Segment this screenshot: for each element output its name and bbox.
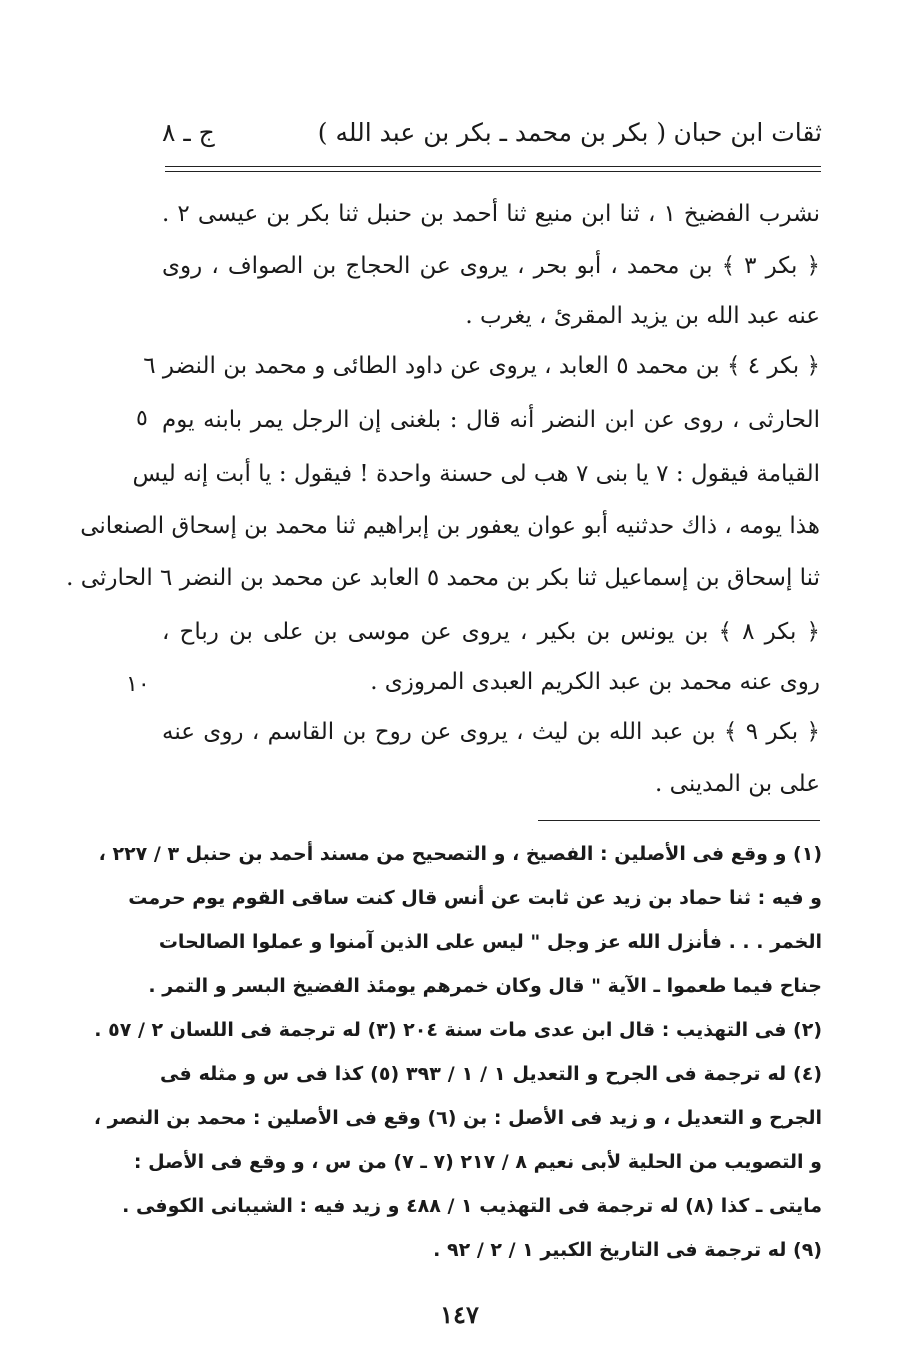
text-line: على بن المدينى . (655, 771, 820, 797)
text-line: ثنا إسحاق بن إسماعيل ثنا بكر بن محمد ٥ العابد عن محمد بن النضر ٦ الحارثى . (66, 565, 820, 591)
text-line: ﴿ بكر ٨ ﴾ بن يونس بن بكير ، يروى عن موسى بن على بن رباح ، (162, 619, 820, 645)
running-header (162, 108, 822, 158)
footnote-line: جناح فيما طعموا ـ الآية " قال وكان خمرهم يومئذ الفضيخ البسر و التمر . (148, 975, 822, 997)
footnote-line: مايتى ـ كذا (٨) له ترجمة فى التهذيب ١ / ٤٨٨ و زيد فيه : الشيبانى الكوفى . (122, 1195, 822, 1217)
text-line: الحارثى ، روى عن ابن النضر أنه قال : بلغنى إن الرجل يمر بابنه يوم (162, 407, 820, 433)
header-rule-bottom (165, 171, 821, 172)
section-title: ( بكر بن محمد ـ بكر بن عبد الله ) (317, 118, 667, 147)
footnote-line: (١) و وقع فى الأصلين : الفصيخ ، و التصحيح من مسند أحمد بن حنبل ٣ / ٢٢٧ ، (98, 843, 822, 865)
text-line: ﴿ بكر ٤ ﴾ بن محمد ٥ العابد ، يروى عن داود الطائى و محمد بن النضر ٦ (143, 353, 820, 379)
footnote-separator (538, 820, 820, 821)
text-line: نشرب الفضيخ ١ ، ثنا ابن منيع ثنا أحمد بن حنبل ثنا بكر بن عيسى ٢ . (162, 201, 820, 227)
footnote-line: الجرح و التعديل ، و زيد فى الأصل : بن (٦) وقع فى الأصلين : محمد بن النصر ، (93, 1107, 822, 1129)
page-number: ١٤٧ (440, 1300, 479, 1329)
text-line: روى عنه محمد بن عبد الكريم العبدى المروزى . (370, 669, 820, 695)
text-line: القيامة فيقول : ٧ يا بنى ٧ هب لى حسنة واحدة ! فيقول : يا أبت إنه ليس (132, 461, 820, 487)
text-line: ﴿ بكر ٣ ﴾ بن محمد ، أبو بحر ، يروى عن الحجاج بن الصواف ، روى (162, 253, 820, 279)
line-number-5: ٥ (136, 406, 148, 431)
header-rule-top (165, 166, 821, 167)
volume-label: ج ـ ٨ (162, 118, 215, 147)
text-line: هذا يومه ، ذاك حدثنيه أبو عوان يعفور بن إبراهيم ثنا محمد بن إسحاق الصنعانى (80, 513, 820, 539)
book-title: ثقات ابن حبان (673, 118, 822, 147)
footnote-line: و التصويب من الحلية لأبى نعيم ٨ / ٢١٧ (٧ ـ ٧) من س ، و وقع فى الأصل : (133, 1151, 822, 1173)
footnote-line: و فيه : ثنا حماد بن زيد عن ثابت عن أنس قال كنت ساقى القوم يوم حرمت (128, 887, 822, 909)
footnote-line: (٢) فى التهذيب : قال ابن عدى مات سنة ٢٠٤ (٣) له ترجمة فى اللسان ٢ / ٥٧ . (94, 1019, 822, 1041)
footnote-line: الخمر . . . فأنزل الله عز وجل " ليس على الذين آمنوا و عملوا الصالحات (158, 931, 822, 953)
text-line: عنه عبد الله بن يزيد المقرئ ، يغرب . (465, 303, 820, 329)
footnote-line: (٤) له ترجمة فى الجرح و التعديل ١ / ١ / ٣٩٣ (٥) كذا فى س و مثله فى (160, 1063, 823, 1085)
text-line: ﴿ بكر ٩ ﴾ بن عبد الله بن ليث ، يروى عن روح بن القاسم ، روى عنه (162, 719, 820, 745)
footnote-line: (٩) له ترجمة فى التاريخ الكبير ١ / ٢ / ٩٢ . (433, 1239, 822, 1261)
line-number-10: ١٠ (126, 672, 150, 697)
